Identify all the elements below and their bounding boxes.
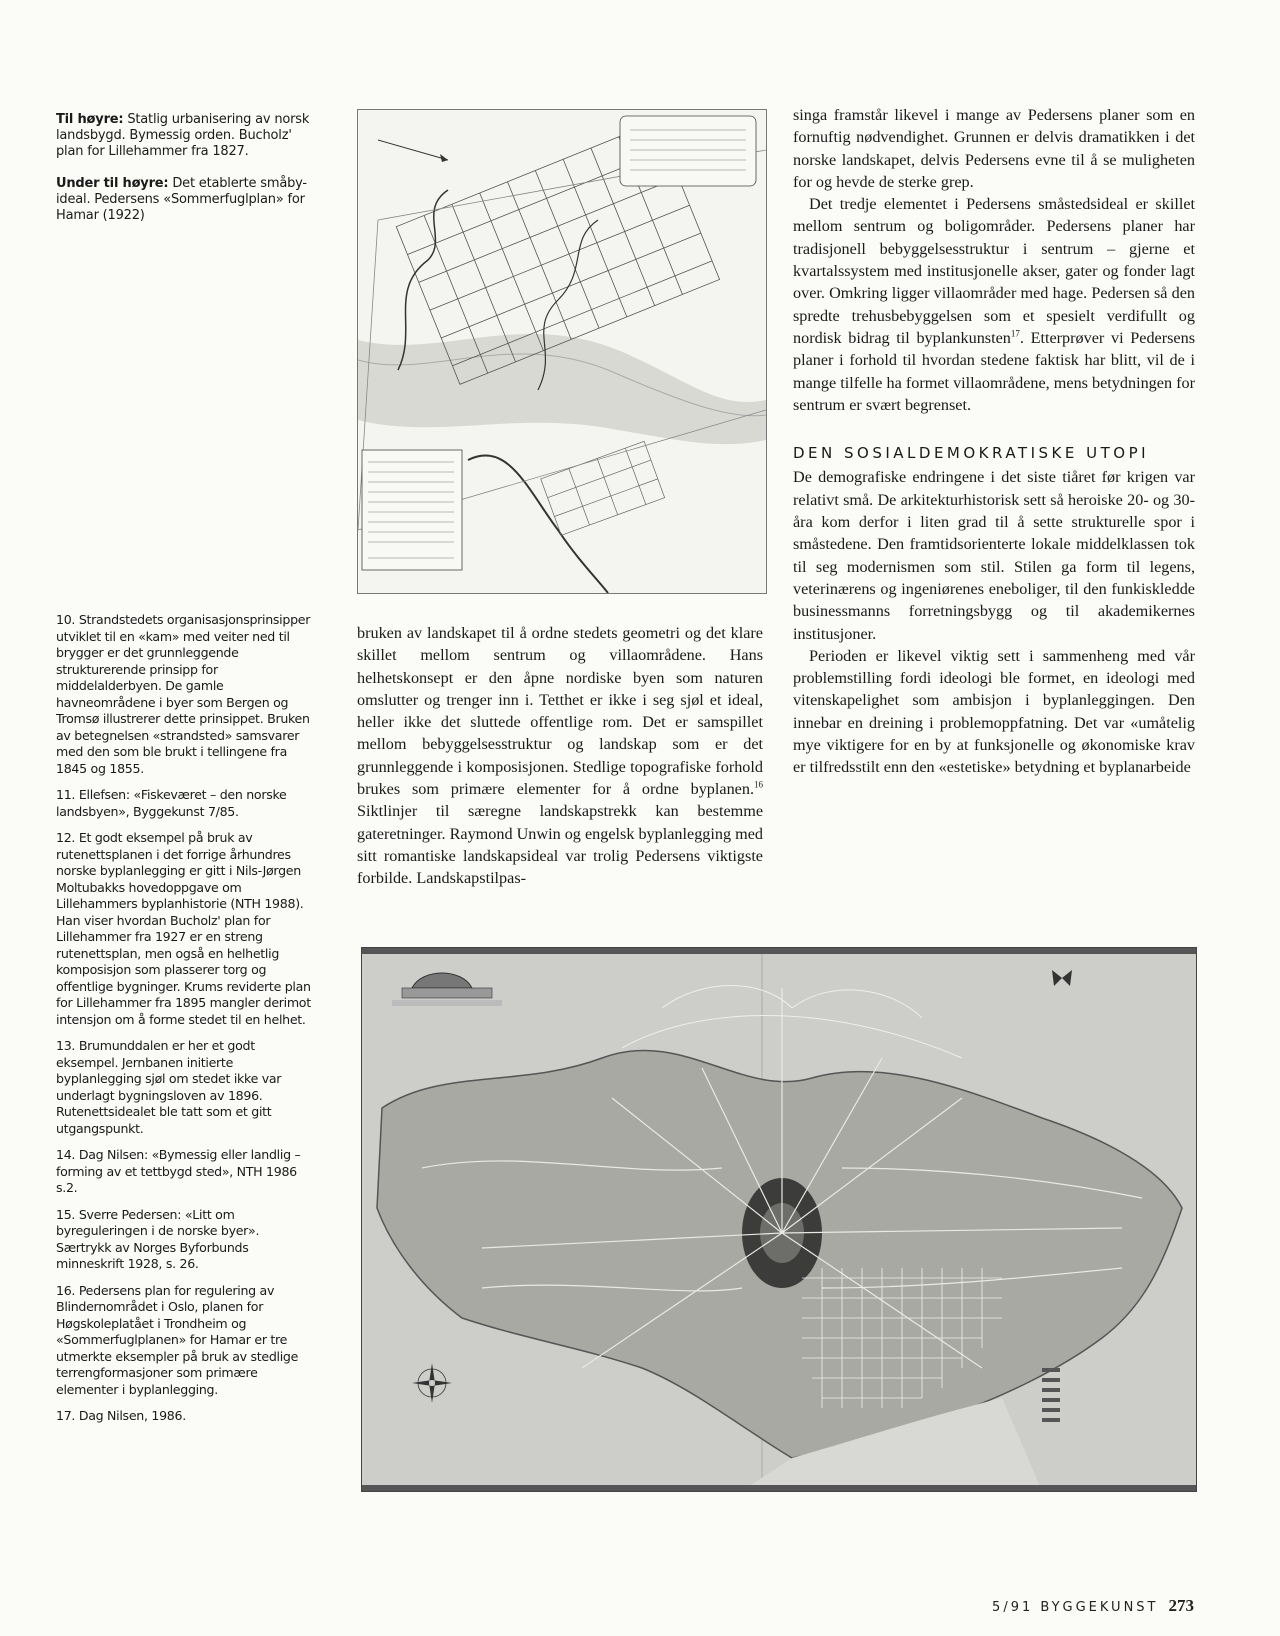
page-footer [992,1596,1194,1616]
hamar-plan-image [361,947,1197,1492]
caption-top-right: Til høyre: Statlig urbanisering av norsk landsbygd. Bymessig orden. Bucholz' plan for Lillehammer fra 1827. [56,112,310,159]
figure-captions [56,112,316,240]
article-paragraph: singa framstår likevel i mange av Pedersens planer som en fornuftig nødvendighet. Grunnen er delvis dramatikken i det norske landskapet, delvis Pedersens evne til å se muligheten for og hevde de sterke grep. [793,106,1195,191]
footnote-17: 17. Dag Nilsen, 1986. [56,1408,186,1423]
article-paragraph: bruken av landskapet til å ordne stedets geometri og det klare skillet mellom sentrum og villaområdene. Hans helhetskonsept er den åpne nordiske byen som naturen omslutter og trenger inn i. Tetthet er ikke i seg sjøl et ideal, heller ikke det sluttede offentlige rom. Det er samspillet mellom bebyggelsesstruktur og landskap som er det grunnleggende i komposisjonen. Stedlige topografiske forhold brukes som primære elementer for å ordne byplanen.$^{16}$ Siktlinjer til særegne landskapstrekk kan bestemme gateretninger. Raymond Unwin og engelsk byplanlegging med sitt romantiske landskapsideal var trolig Pedersens viktigste forbilde. Landskapstilpas- [357,624,763,888]
article-paragraph: De demografiske endringene i det siste tiåret før krigen var relativt små. De arkitekturhistorisk sett så heroiske 20- og 30-åra kom derfor i liten grad til å sette strukturelle spor i småstedene. Den framtidsorienterte lokale middelklassen tok til seg modernismen som stil. Stilen ga form til legens, veterinærens og ingeniørenes eneboliger, til den funkiskledde businessmanns forretningsbygg og til akademikernes institusjoner. [793,468,1195,643]
article-column-middle [357,622,763,890]
section-heading: DEN SOSIALDEMOKRATISKE UTOPI [793,444,1150,463]
article-paragraph: Perioden er likevel viktig sett i sammenheng med vår problemstilling fordi ideologi ble formet, en ideologi med vitenskapelighet som ambisjon i byplanleggingen. Den innebar en dreining i problemoppfatning. Det var «umåtelig mye viktigere for en by at funksjonelle og økonomiske krav er tilfredsstilt enn den «estetiske» betydning et byplanarbeide [793,646,1195,777]
issue-label: 5/91 BYGGEKUNST [992,1600,1159,1615]
footnote-15: 15. Sverre Pedersen: «Litt om byreguleringen i de norske byer». Særtrykk av Norges Byforbunds minneskrift 1928, s. 26. [56,1206,260,1271]
page-number: 273 [1168,1596,1194,1615]
caption-bottom-right: Under til høyre: Det etablerte småby-ideal. Pedersens «Sommerfuglplan» for Hamar (1922) [56,176,307,223]
footnote-11: 11. Ellefsen: «Fiskeværet – den norske landsbyen», Byggekunst 7/85. [56,787,287,819]
footnote-12: 12. Et godt eksempel på bruk av rutenettsplanen i det forrige århundres norske byplanlegging er gitt i Nils-Jørgen Moltubakks hovedoppgave om Lillehammers byplanhistorie (NTH 1988). Han viser hvordan Bucholz' plan for Lillehammer fra 1927 er en streng rutenettsplan, men også en helhetlig komposisjon som plasserer torg og offentlige bygninger. Krums reviderte plan for Lillehammer fra 1895 mangler derimot intensjon om å forme stedet til en helhet. [56,830,311,1027]
article-column-right [793,104,1195,779]
article-paragraph: Det tredje elementet i Pedersens småstedsideal er skillet mellom sentrum og boligområder. Pedersens planer har tradisjonell bebyggelsesstruktur i sentrum – gjerne et kvartalssystem med institusjonelle akser, gater og fonder lagt over. Omkring ligger villaområder med hage. Pedersen så den spredte trehusbebyggelsen som et spesielt verdifullt og nordisk bidrag til byplankunsten$^{17}$. Etterprøver vi Pedersens planer i forhold til hvordan stedene faktisk har blitt, vil de i mange tilfelle ha formet villaområdene, mens betydningen for sentrum er svært begrenset. [793,195,1195,414]
footnotes [56,612,318,1435]
footnote-ref: 17 [1010,328,1020,339]
footnote-13: 13. Brumunddalen er her et godt eksempel. Jernbanen initierte byplanlegging sjøl om stedet ikke var underlagt bygningsloven av 1896. Rutenettsidealet ble tatt som et gitt utgangspunkt. [56,1038,282,1136]
footnote-10: 10. Strandstedets organisasjonsprinsipper utviklet til en «kam» med veiter ned til brygger er det grunnleggende strukturerende prinsipp for middelalderbyen. De gamle havneområdene i byer som Bergen og Tromsø illustrerer dette prinsippet. Bruken av betegnelsen «strandsted» samsvarer med den som ble brukt i tellingene fra 1845 og 1855. [56,612,311,776]
footnote-16: 16. Pedersens plan for regulering av Blindernområdet i Oslo, planen for Høgskoleplatået i Trondheim og «Sommerfuglplanen» for Hamar er tre utmerkte eksempler på bruk av stedlige terrengformasjoner som primære elementer i byplanlegging. [56,1282,299,1397]
footnote-ref: 16 [754,779,763,790]
lillehammer-plan-image [357,109,767,594]
footnote-14: 14. Dag Nilsen: «Bymessig eller landlig – forming av et tettbygd sted», NTH 1986 s.2. [56,1147,301,1195]
